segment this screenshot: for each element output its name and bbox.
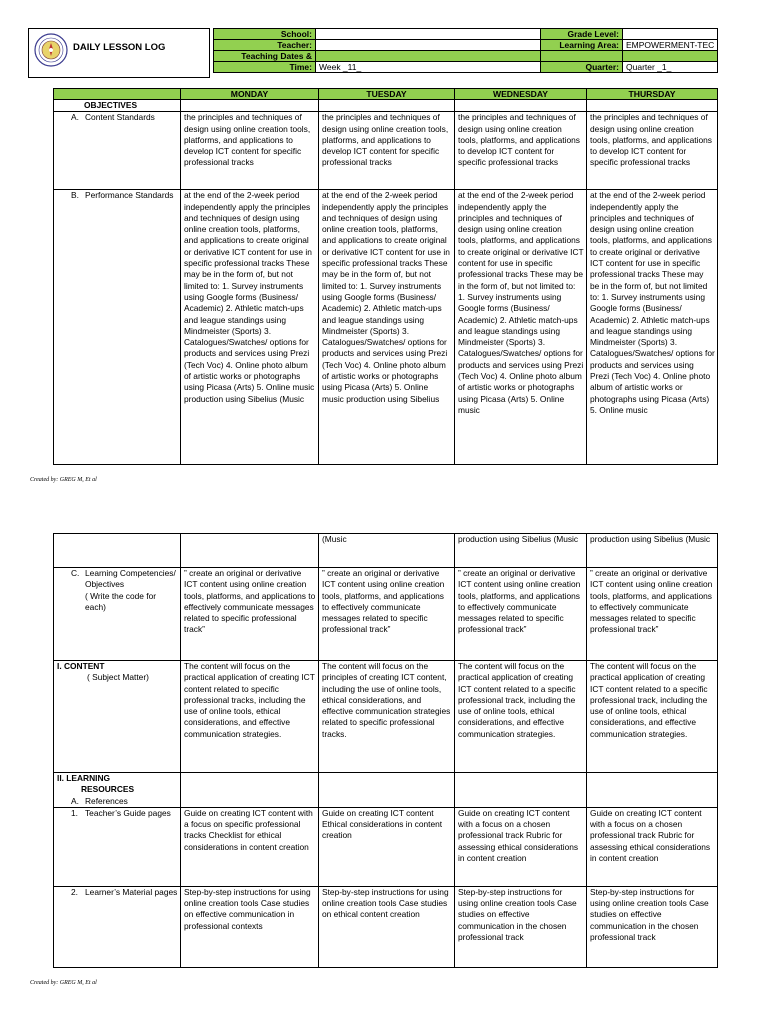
row-number: 2. [71, 886, 78, 897]
footer-credit: Created by: GREG M, Et al [30, 980, 97, 986]
learning-resources-heading-2: RESOURCES [81, 784, 135, 795]
cell [319, 773, 455, 808]
teaching-dates-label-1: Teaching Dates & [214, 51, 316, 62]
learning-competencies-monday: ” create an original or derivative ICT content using online creation tools, platforms, and applications to effectively communicate messages related to specific professional track” [181, 568, 319, 661]
content-standards-monday: the principles and techniques of design using online creation tools, platforms, and applications to develop ICT content for specific professional tracks [181, 112, 319, 190]
header-info-table [213, 28, 718, 73]
day-header-thursday: THURSDAY [587, 89, 718, 100]
learning-resources-heading [57, 773, 178, 796]
teacher-field[interactable] [316, 40, 541, 51]
cell [455, 100, 587, 112]
cell [587, 100, 718, 112]
teacher-label: Teacher: [214, 40, 316, 51]
learners-material-thursday: Step-by-step instructions for using online creation tools Case studies on effective communication in the chosen professional track [587, 886, 718, 967]
teachers-guide-wednesday: Guide on creating ICT content with a focus on a chosen professional track Rubric for assessing ethical considerations in content creation [455, 807, 587, 886]
footer-credit: Created by: GREG M, Et al [30, 477, 97, 483]
references-label: References [85, 795, 128, 806]
learning-resources-heading-1: II. LEARNING [57, 773, 111, 783]
teaching-dates-label-2: Time: [214, 62, 316, 73]
continuation-tuesday: (Music [319, 534, 455, 568]
row-number: A. [71, 112, 79, 123]
teachers-guide-thursday: Guide on creating ICT content with a focus on a chosen professional track Rubric for assessing ethical considerations in content creation [587, 807, 718, 886]
cell [181, 773, 319, 808]
content-standards-label [54, 112, 181, 190]
content-monday: The content will focus on the practical application of creating ICT content related to specific professional tracks, including the use of online tools, ethical considerations, and effective communication strategies. [181, 661, 319, 773]
learning-competencies-wednesday: ” create an original or derivative ICT content using online creation tools, platforms, and applications to effectively communicate messages related to specific professional track” [455, 568, 587, 661]
grade-level-field[interactable] [623, 29, 718, 40]
cell [455, 773, 587, 808]
teachers-guide-label [54, 807, 181, 886]
row-sublabel: ( Write the code for each) [85, 590, 157, 612]
content-label [54, 661, 181, 773]
learning-area-label: Learning Area: [541, 40, 623, 51]
content-sublabel: ( Subject Matter) [87, 672, 149, 683]
continuation-wednesday: production using Sibelius (Music [455, 534, 587, 568]
day-header-tuesday: TUESDAY [319, 89, 455, 100]
cell [181, 100, 319, 112]
continuation-thursday: production using Sibelius (Music [587, 534, 718, 568]
quarter-label: Quarter: [541, 62, 623, 73]
learners-material-label [54, 886, 181, 967]
learners-material-monday: Step-by-step instructions for using online creation tools Case studies on effective communication in professional contexts [181, 886, 319, 967]
row-number: A. [71, 795, 79, 806]
teachers-guide-tuesday: Guide on creating ICT content Ethical considerations in content creation [319, 807, 455, 886]
learning-resources-label [54, 773, 181, 808]
content-wednesday: The content will focus on the practical application of creating ICT content related to a specific professional track, including the use of online tools, ethical considerations, and effective communication strategies. [455, 661, 587, 773]
deped-seal-icon [34, 33, 68, 67]
day-header-wednesday: WEDNESDAY [455, 89, 587, 100]
objectives-heading: OBJECTIVES [54, 100, 181, 112]
content-heading: I. CONTENT [57, 661, 105, 671]
cell [54, 534, 181, 568]
learning-competencies-tuesday: ” create an original or derivative ICT content using online creation tools, platforms, and applications to effectively communicate messages related to specific professional track” [319, 568, 455, 661]
row-label: Performance Standards [85, 190, 174, 201]
day-header-blank [54, 89, 181, 100]
row-label: Teacher’s Guide pages [85, 807, 171, 818]
row-number: C. [71, 568, 80, 578]
grade-level-label: Grade Level: [541, 29, 623, 40]
performance-standards-thursday: at the end of the 2-week period independently apply the principles and techniques of design using online creation tools, platforms, and applications to create original or derivative ICT content for use in specific professional tracks These may be in the form of, but not limited to: 1. Survey instruments using Google forms (Business/ Academic) 2. Athletic match-ups and league standings using Mindmeister (Sports) 3. Catalogues/Swatches/ options for products and services using Prezi (Tech Voc) 4. Online photo album of artistic works or photographs using Picasa (Arts) 5. Online music [587, 190, 718, 465]
cell [587, 773, 718, 808]
performance-standards-tuesday: at the end of the 2-week period independently apply the principles and techniques of design using online creation tools, platforms, and applications to create original or derivative ICT content for use in specific professional tracks These may be in the form of, but not limited to: 1. Survey instruments using Google forms (Business/ Academic) 2. Athletic match-ups and league standings using Mindmeister (Sports) 3. Catalogues/Swatches/ options for products and services using Prezi (Tech Voc) 4. Online photo album of artistic works or photographs using Picasa (Arts) 5. Online music production using Sibelius [319, 190, 455, 465]
row-label: Learning Competencies/ Objectives [85, 568, 176, 590]
teaching-dates-field[interactable]: Week _11_ [316, 62, 541, 73]
content-tuesday: The content will focus on the principles of creating ICT content, including the use of online tools, ethical considerations, and effective communication strategies related to specific professional tracks. [319, 661, 455, 773]
learning-area-field[interactable]: EMPOWERMENT-TEC [623, 40, 718, 51]
content-standards-wednesday: the principles and techniques of design using online creation tools, platforms, and applications to develop ICT content for specific professional tracks [455, 112, 587, 190]
school-label: School: [214, 29, 316, 40]
school-field[interactable] [316, 29, 541, 40]
performance-standards-wednesday: at the end of the 2-week period independently apply the principles and techniques of design using online creation tools, platforms, and applications to create original or derivative ICT content for use in specific professional tracks These may be in the form of, but not limited to: 1. Survey instruments using Google forms (Business/ Academic) 2. Athletic match-ups and league standings using Mindmeister (Sports) 3. Catalogues/Swatches/ options for products and services using Prezi (Tech Voc) 4. Online photo album of artistic works or photographs using Picasa (Arts) 5. Online music [455, 190, 587, 465]
header-spacer [623, 51, 718, 62]
quarter-field[interactable]: Quarter _1_ [623, 62, 718, 73]
learners-material-wednesday: Step-by-step instructions for using online creation tools Case studies on effective communication in the chosen professional track [455, 886, 587, 967]
teachers-guide-monday: Guide on creating ICT content with a focus on specific professional tracks Checklist for ethical considerations in content creation [181, 807, 319, 886]
learning-competencies-label [54, 568, 181, 661]
competencies-table [53, 533, 718, 968]
cell [319, 100, 455, 112]
content-thursday: The content will focus on the practical application of creating ICT content related to a specific professional track, including the use of online tools, ethical considerations, and effective communication strategies. [587, 661, 718, 773]
performance-standards-label [54, 190, 181, 465]
performance-standards-monday: at the end of the 2-week period independently apply the principles and techniques of design using online creation tools, platforms, and applications to create original or derivative ICT content for use in specific professional tracks These may be in the form of, but not limited to: 1. Survey instruments using Google forms (Business/ Academic) 2. Athletic match-ups and league standings using Mindmeister (Sports) 3. Catalogues/Swatches/ options for products and services using Prezi (Tech Voc) 4. Online photo album of artistic works or photographs using Picasa (Arts) 5. Online music production using Sibelius (Music [181, 190, 319, 465]
header-spacer [541, 51, 623, 62]
learning-competencies-thursday: ” create an original or derivative ICT content using online creation tools, platforms, and applications to effectively communicate messages related to specific professional track” [587, 568, 718, 661]
row-label: Content Standards [85, 112, 155, 123]
log-title: DAILY LESSON LOG [73, 42, 166, 53]
content-standards-tuesday: the principles and techniques of design using online creation tools, platforms, and applications to develop ICT content for specific professional tracks [319, 112, 455, 190]
content-standards-thursday: the principles and techniques of design using online creation tools, platforms, and applications to develop ICT content for specific professional tracks [587, 112, 718, 190]
row-number: 1. [71, 807, 78, 818]
header-spacer [316, 51, 541, 62]
objectives-table [53, 88, 718, 465]
title-box [28, 28, 210, 78]
continuation-monday [181, 534, 319, 568]
row-number: B. [71, 190, 79, 201]
day-header-monday: MONDAY [181, 89, 319, 100]
row-label: Learner’s Material pages [85, 886, 178, 897]
learners-material-tuesday: Step-by-step instructions for using online creation tools Case studies on ethical content creation [319, 886, 455, 967]
